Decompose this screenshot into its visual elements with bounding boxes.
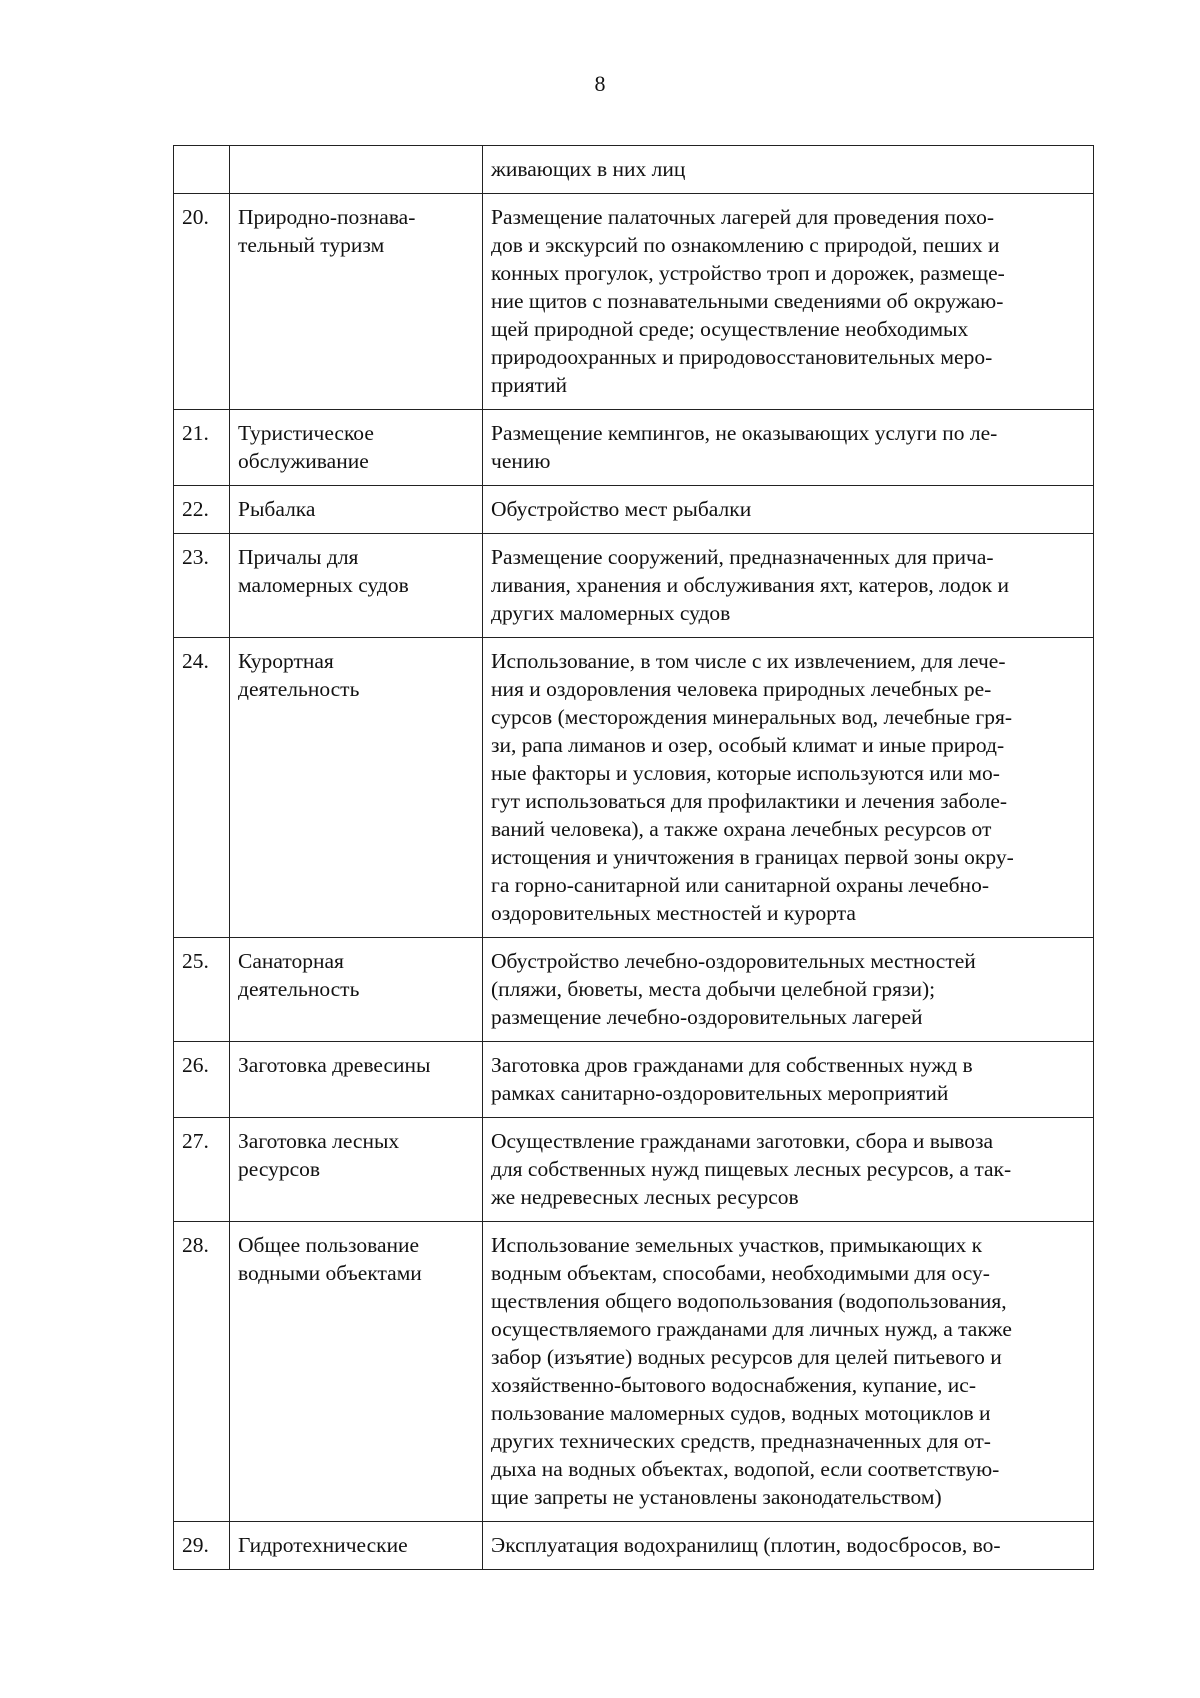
use-type-line: Природно-познава- (238, 205, 416, 229)
description-line: щие запреты не установлены законодательством) (491, 1485, 942, 1509)
use-type-cell (230, 1118, 483, 1222)
use-type-cell (230, 486, 483, 534)
use-type-line: деятельность (238, 977, 360, 1001)
use-type-line: тельный туризм (238, 233, 385, 257)
row-number: 23. (174, 534, 230, 638)
row-number: 21. (174, 410, 230, 486)
description-line: пользование маломерных судов, водных мотоциклов и (491, 1401, 991, 1425)
description-cell (483, 410, 1094, 486)
description-line: зи, рапа лиманов и озер, особый климат и иные природ- (491, 733, 1005, 757)
description-line: забор (изъятие) водных ресурсов для целей питьевого и (491, 1345, 1002, 1369)
use-type-cell (230, 938, 483, 1042)
use-type-cell (230, 146, 483, 194)
description-line: приятий (491, 373, 568, 397)
use-type-cell (230, 1222, 483, 1522)
description-line: для собственных нужд пищевых лесных ресурсов, а так- (491, 1157, 1012, 1181)
description-line: природоохранных и природовосстановительных меро- (491, 345, 993, 369)
description-line: ния и оздоровления человека природных лечебных ре- (491, 677, 992, 701)
description-line: Эксплуатация водохранилищ (плотин, водосбросов, во- (491, 1533, 1001, 1557)
use-type-line: Туристическое (238, 421, 374, 445)
description-line: рамках санитарно-оздоровительных мероприятий (491, 1081, 949, 1105)
table-body (174, 146, 1094, 1570)
description-line: других технических средств, предназначенных для от- (491, 1429, 991, 1453)
description-line: Обустройство мест рыбалки (491, 497, 752, 521)
description-line: (пляжи, бюветы, места добычи целебной грязи); (491, 977, 936, 1001)
description-line: ние щитов с познавательными сведениями об окружаю- (491, 289, 1004, 313)
description-line: Размещение сооружений, предназначенных для прича- (491, 545, 994, 569)
description-cell (483, 534, 1094, 638)
use-type-line: Заготовка древесины (238, 1053, 431, 1077)
description-cell (483, 1522, 1094, 1570)
page-number: 8 (594, 71, 606, 96)
table-row (174, 146, 1094, 194)
use-type-cell (230, 194, 483, 410)
description-line: га горно-санитарной или санитарной охраны лечебно- (491, 873, 989, 897)
use-type-line: деятельность (238, 677, 360, 701)
use-type-line: Гидротехнические (238, 1533, 408, 1557)
land-use-table (173, 145, 1094, 1570)
description-line: Размещение палаточных лагерей для проведения похо- (491, 205, 995, 229)
description-cell (483, 638, 1094, 938)
row-number: 27. (174, 1118, 230, 1222)
description-line: живающих в них лиц (491, 157, 686, 181)
table-row (174, 1118, 1094, 1222)
table-row (174, 938, 1094, 1042)
use-type-line: Рыбалка (238, 497, 316, 521)
description-line: ществления общего водопользования (водопользования, (491, 1289, 1007, 1313)
use-type-cell (230, 638, 483, 938)
description-cell (483, 194, 1094, 410)
description-line: же недревесных лесных ресурсов (491, 1185, 799, 1209)
use-type-line: обслуживание (238, 449, 369, 473)
description-cell (483, 1222, 1094, 1522)
use-type-line: ресурсов (238, 1157, 321, 1181)
use-type-line: Общее пользование (238, 1233, 420, 1257)
table-row (174, 486, 1094, 534)
description-cell (483, 146, 1094, 194)
row-number: 24. (174, 638, 230, 938)
description-line: Использование земельных участков, примыкающих к (491, 1233, 983, 1257)
description-line: дов и экскурсий по ознакомлению с природой, пеших и (491, 233, 1000, 257)
row-number: 22. (174, 486, 230, 534)
description-line: Заготовка дров гражданами для собственных нужд в (491, 1053, 973, 1077)
description-line: осуществляемого гражданами для личных нужд, а также (491, 1317, 1012, 1341)
use-type-cell (230, 410, 483, 486)
description-line: ливания, хранения и обслуживания яхт, катеров, лодок и (491, 573, 1009, 597)
use-type-line: Заготовка лесных (238, 1129, 400, 1153)
description-line: ные факторы и условия, которые используются или мо- (491, 761, 1000, 785)
description-line: истощения и уничтожения в границах первой зоны окру- (491, 845, 1014, 869)
description-line: щей природной среде; осуществление необходимых (491, 317, 969, 341)
description-line: сурсов (месторождения минеральных вод, лечебные гря- (491, 705, 1012, 729)
use-type-line: Причалы для (238, 545, 359, 569)
description-line: Осуществление гражданами заготовки, сбора и вывоза (491, 1129, 994, 1153)
description-line: хозяйственно-бытового водоснабжения, купание, ис- (491, 1373, 976, 1397)
description-line: размещение лечебно-оздоровительных лагерей (491, 1005, 923, 1029)
table-row (174, 194, 1094, 410)
description-line: конных прогулок, устройство троп и дорожек, размеще- (491, 261, 1005, 285)
description-line: Обустройство лечебно-оздоровительных местностей (491, 949, 976, 973)
row-number: 25. (174, 938, 230, 1042)
use-type-cell (230, 1042, 483, 1118)
use-type-cell (230, 1522, 483, 1570)
description-cell (483, 1042, 1094, 1118)
row-number: 26. (174, 1042, 230, 1118)
use-type-line: водными объектами (238, 1261, 422, 1285)
description-line: Использование, в том числе с их извлечением, для лече- (491, 649, 1006, 673)
table-row (174, 410, 1094, 486)
table-row (174, 1042, 1094, 1118)
table-row (174, 1522, 1094, 1570)
description-line: чению (491, 449, 551, 473)
description-cell (483, 1118, 1094, 1222)
description-line: других маломерных судов (491, 601, 731, 625)
use-type-line: Санаторная (238, 949, 344, 973)
description-line: водным объектам, способами, необходимыми для осу- (491, 1261, 990, 1285)
use-type-cell (230, 534, 483, 638)
row-number (174, 146, 230, 194)
row-number: 28. (174, 1222, 230, 1522)
table-row (174, 638, 1094, 938)
table-row (174, 534, 1094, 638)
description-line: ваний человека), а также охрана лечебных ресурсов от (491, 817, 992, 841)
row-number: 29. (174, 1522, 230, 1570)
description-cell (483, 938, 1094, 1042)
description-line: Размещение кемпингов, не оказывающих услуги по ле- (491, 421, 998, 445)
table-row (174, 1222, 1094, 1522)
use-type-line: Курортная (238, 649, 334, 673)
row-number: 20. (174, 194, 230, 410)
description-line: оздоровительных местностей и курорта (491, 901, 856, 925)
use-type-line: маломерных судов (238, 573, 409, 597)
description-line: гут использоваться для профилактики и лечения заболе- (491, 789, 1008, 813)
description-cell (483, 486, 1094, 534)
description-line: дыха на водных объектах, водопой, если соответствую- (491, 1457, 1000, 1481)
